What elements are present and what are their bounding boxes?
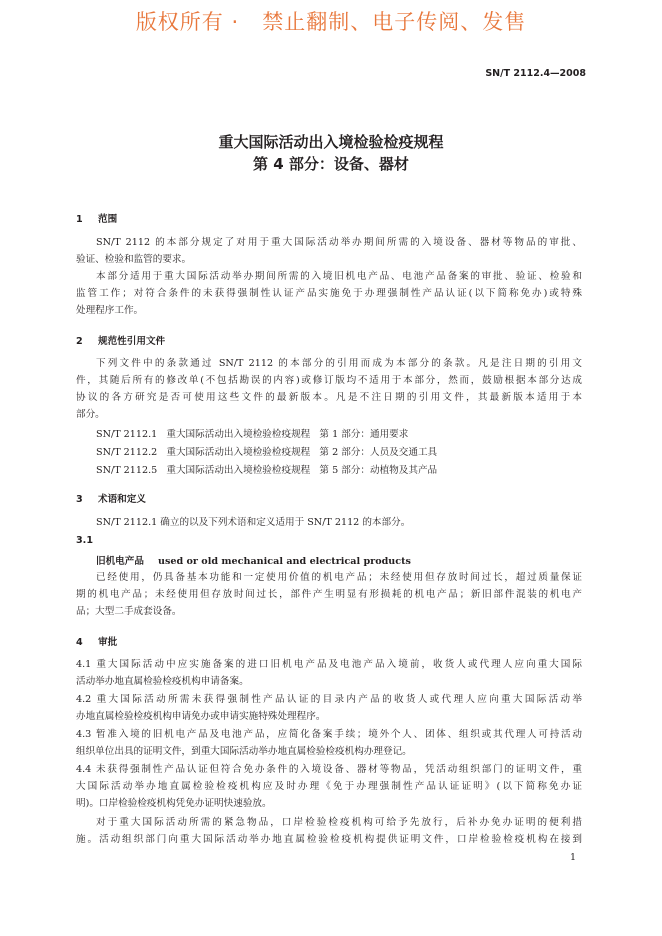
paragraph-line: 监管工作；对符合条件的未获得强制性认证产品实施免于办理强制性产品认证(以下简称免办)或特殊 <box>76 288 582 299</box>
document-title: 重大国际活动出入境检验检疫规程 <box>218 133 444 151</box>
clause-line: 活动举办地直属检验检疫机构申请备案。 <box>76 676 249 687</box>
term-chinese: 旧机电产品 <box>96 556 144 567</box>
section-heading-3 <box>76 491 146 505</box>
paragraph-line: 期的机电产品；未经使用但存放时间过长，部件产生明显有形损耗的机电产品；新旧部件混装的机电产 <box>76 589 582 600</box>
document-subtitle: 第 4 部分：设备、器材 <box>253 155 409 173</box>
clause-line: 大国际活动举办地直属检验检疫机构应及时办理《免于办理强制性产品认证证明》(以下简称免办证 <box>76 781 582 792</box>
section-title: 规范性引用文件 <box>98 336 166 347</box>
clause-line: 4.3 暂准入境的旧机电产品及电池产品，应简化备案手续；境外个人、团体、组织或其代理人可持活动 <box>76 729 582 740</box>
section-number: 4 <box>76 637 83 648</box>
section-title: 术语和定义 <box>98 494 146 505</box>
clause-line: 办地直属检验检疫机构申请免办或申请实施特殊处理程序。 <box>76 711 326 722</box>
paragraph-line: SN/T 2112.1 确立的以及下列术语和定义适用于 SN/T 2112 的本部分。 <box>96 517 411 528</box>
page-number: 1 <box>569 852 576 863</box>
reference-item: SN/T 2112.2 重大国际活动出入境检验检疫规程 第 2 部分：人员及交通工具 <box>96 447 438 458</box>
term-english: used or old mechanical and electrical products <box>157 556 411 567</box>
section-number: 2 <box>76 336 83 347</box>
copyright-watermark: 版权所有 · 禁止翻制、电子传阅、发售 <box>135 10 527 34</box>
clause-line: 4.2 重大国际活动所需未获得强制性产品认证的目录内产品的收货人或代理人应向重大国际活动举 <box>76 694 582 705</box>
section-heading-1 <box>76 211 117 225</box>
paragraph-line: 部分。 <box>76 409 105 420</box>
section-heading-2 <box>76 333 165 347</box>
paragraph-line: 处理程序工作。 <box>76 305 144 316</box>
clause-line: 4.1 重大国际活动中应实施备案的进口旧机电产品及电池产品入境前，收货人或代理人应向重大国际 <box>76 659 582 670</box>
section-title: 审批 <box>98 637 118 648</box>
paragraph-line: 验证、检验和监管的要求。 <box>76 254 192 265</box>
section-title: 范围 <box>98 214 118 225</box>
term-entry <box>96 553 411 567</box>
paragraph-line: 件，其随后所有的修改单(不包括勘误的内容)或修订版均不适用于本部分，然而，鼓励根据本部分达成 <box>76 375 582 386</box>
section-number: 1 <box>76 214 83 225</box>
clause-line: 组织单位出具的证明文件，到重大国际活动举办地直属检验检疫机构办理登记。 <box>76 746 412 757</box>
clause-line: 明)。口岸检验检疫机构凭免办证明快速验放。 <box>76 798 272 809</box>
section-number: 3 <box>76 494 83 505</box>
standard-number: SN/T 2112.4—2008 <box>485 68 586 79</box>
reference-item: SN/T 2112.5 重大国际活动出入境检验检疫规程 第 5 部分：动植物及其产品 <box>96 465 438 476</box>
paragraph-line: 施。活动组织部门向重大国际活动举办地直属检验检疫机构提供证明文件，口岸检验检疫机构在接到 <box>76 834 582 845</box>
section-heading-4 <box>76 634 117 648</box>
clause-line: 4.4 未获得强制性产品认证但符合免办条件的入境设备、器材等物品，凭活动组织部门的证明文件，重 <box>76 764 582 775</box>
paragraph-line: 品；大型二手成套设备。 <box>76 606 182 617</box>
paragraph-line: 对于重大国际活动所需的紧急物品，口岸检验检疫机构可给予先放行，后补办免办证明的便利措 <box>96 817 582 828</box>
paragraph-line: 已经使用，仍具备基本功能和一定使用价值的机电产品；未经使用但存放时间过长，超过质量保证 <box>96 572 582 583</box>
paragraph-line: SN/T 2112 的本部分规定了对用于重大国际活动举办期间所需的入境设备、器材等物品的审批、 <box>96 237 582 248</box>
paragraph-line: 本部分适用于重大国际活动举办期间所需的入境旧机电产品、电池产品备案的审批、验证、检验和 <box>96 271 582 282</box>
paragraph-line: 协议的各方研究是否可使用这些文件的最新版本。凡是不注日期的引用文件，其最新版本适用于本 <box>76 392 582 403</box>
reference-item: SN/T 2112.1 重大国际活动出入境检验检疫规程 第 1 部分：通用要求 <box>96 429 409 440</box>
clause-number: 3.1 <box>76 535 93 546</box>
paragraph-line: 下列文件中的条款通过 SN/T 2112 的本部分的引用而成为本部分的条款。凡是注日期的引用文 <box>96 358 582 369</box>
